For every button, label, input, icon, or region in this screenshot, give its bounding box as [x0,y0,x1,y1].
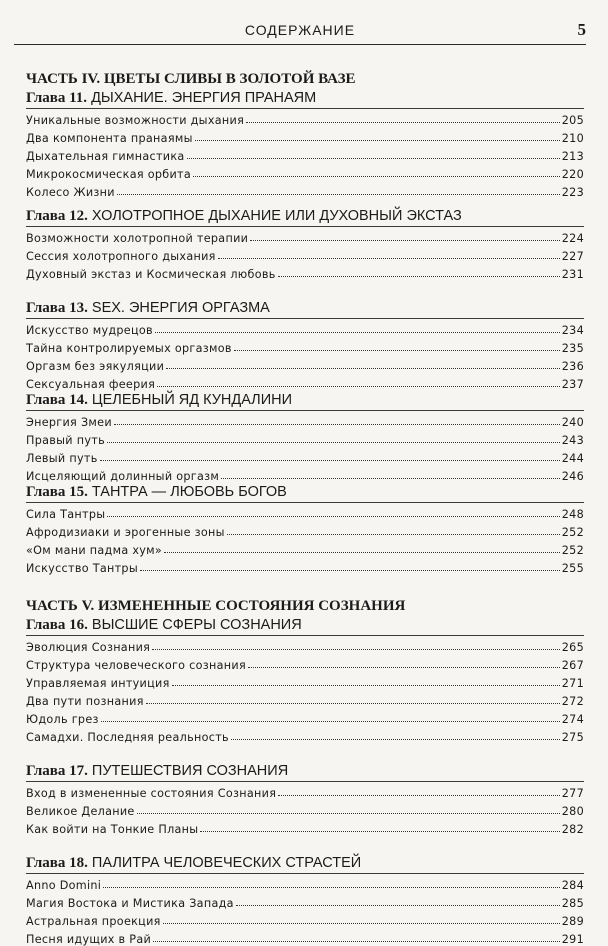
toc-entry[interactable]: Духовный экстаз и Космическая любовь 231 [26,268,584,281]
toc-entry[interactable]: Дыхательная гимнастика 213 [26,150,584,163]
chapter-heading: Глава 16. ВЫСШИЕ СФЕРЫ СОЗНАНИЯ [26,616,584,636]
table-of-contents [26,70,584,946]
toc-entry[interactable]: Правый путь 243 [26,434,584,447]
toc-entry[interactable]: «Ом мани падма хум» 252 [26,544,584,557]
toc-entry[interactable]: Астральная проекция 289 [26,915,584,928]
toc-entry[interactable]: Великое Делание 280 [26,805,584,818]
page-number: 5 [577,20,586,39]
toc-entry[interactable]: Юдоль грез 274 [26,713,584,726]
toc-entry[interactable]: Левый путь 244 [26,452,584,465]
chapter-heading: Глава 13. SEX. ЭНЕРГИЯ ОРГАЗМА [26,299,584,319]
toc-entry[interactable]: Магия Востока и Мистика Запада 285 [26,897,584,910]
running-header [14,14,586,45]
chapter-heading: Глава 12. ХОЛОТРОПНОЕ ДЫХАНИЕ ИЛИ ДУХОВНЫЙ ЭКСТАЗ [26,207,584,227]
toc-entry[interactable]: Искусство Тантры 255 [26,562,584,575]
toc-entry[interactable]: Энергия Змеи 240 [26,416,584,429]
toc-entry[interactable]: Управляемая интуиция 271 [26,677,584,690]
part-title: ЧАСТЬ IV. ЦВЕТЫ СЛИВЫ В ЗОЛОТОЙ ВАЗЕ [26,71,356,87]
toc-entry[interactable]: Два компонента пранаямы 210 [26,132,584,145]
toc-entry[interactable]: Уникальные возможности дыхания 205 [26,114,584,127]
chapter-heading: Глава 17. ПУТЕШЕСТВИЯ СОЗНАНИЯ [26,762,584,782]
chapter-heading: Глава 18. ПАЛИТРА ЧЕЛОВЕЧЕСКИХ СТРАСТЕЙ [26,854,584,874]
toc-entry[interactable]: Два пути познания 272 [26,695,584,708]
toc-entry[interactable]: Эволюция Сознания 265 [26,641,584,654]
toc-entry[interactable]: Сила Тантры 248 [26,508,584,521]
toc-entry[interactable]: Сессия холотропного дыхания 227 [26,250,584,263]
running-title: СОДЕРЖАНИЕ [244,22,356,38]
chapter-heading: Глава 11. ДЫХАНИЕ. ЭНЕРГИЯ ПРАНАЯМ [26,89,584,109]
toc-entry[interactable]: Структура человеческого сознания 267 [26,659,584,672]
toc-entry[interactable]: Вход в измененные состояния Сознания 277 [26,787,584,800]
toc-entry[interactable]: Возможности холотропной терапии 224 [26,232,584,245]
toc-entry[interactable]: Оргазм без эякуляции 236 [26,360,584,373]
toc-entry[interactable]: Колесо Жизни 223 [26,186,584,199]
part-title: ЧАСТЬ V. ИЗМЕНЕННЫЕ СОСТОЯНИЯ СОЗНАНИЯ [26,598,406,614]
toc-entry[interactable]: Самадхи. Последняя реальность 275 [26,731,584,744]
toc-entry[interactable]: Сексуальная феерия 237 [26,378,584,391]
toc-entry[interactable]: Тайна контролируемых оргазмов 235 [26,342,584,355]
toc-entry[interactable]: Как войти на Тонкие Планы 282 [26,823,584,836]
chapter-heading: Глава 14. ЦЕЛЕБНЫЙ ЯД КУНДАЛИНИ [26,391,584,411]
toc-entry[interactable]: Афродизиаки и эрогенные зоны 252 [26,526,584,539]
toc-entry[interactable]: Исцеляющий долинный оргазм 246 [26,470,584,483]
toc-entry[interactable]: Anno Domini 284 [26,879,584,892]
toc-entry[interactable]: Микрокосмическая орбита 220 [26,168,584,181]
chapter-heading: Глава 15. ТАНТРА — ЛЮБОВЬ БОГОВ [26,483,584,503]
toc-entry[interactable]: Песня идущих в Рай 291 [26,933,584,946]
toc-entry[interactable]: Искусство мудрецов 234 [26,324,584,337]
